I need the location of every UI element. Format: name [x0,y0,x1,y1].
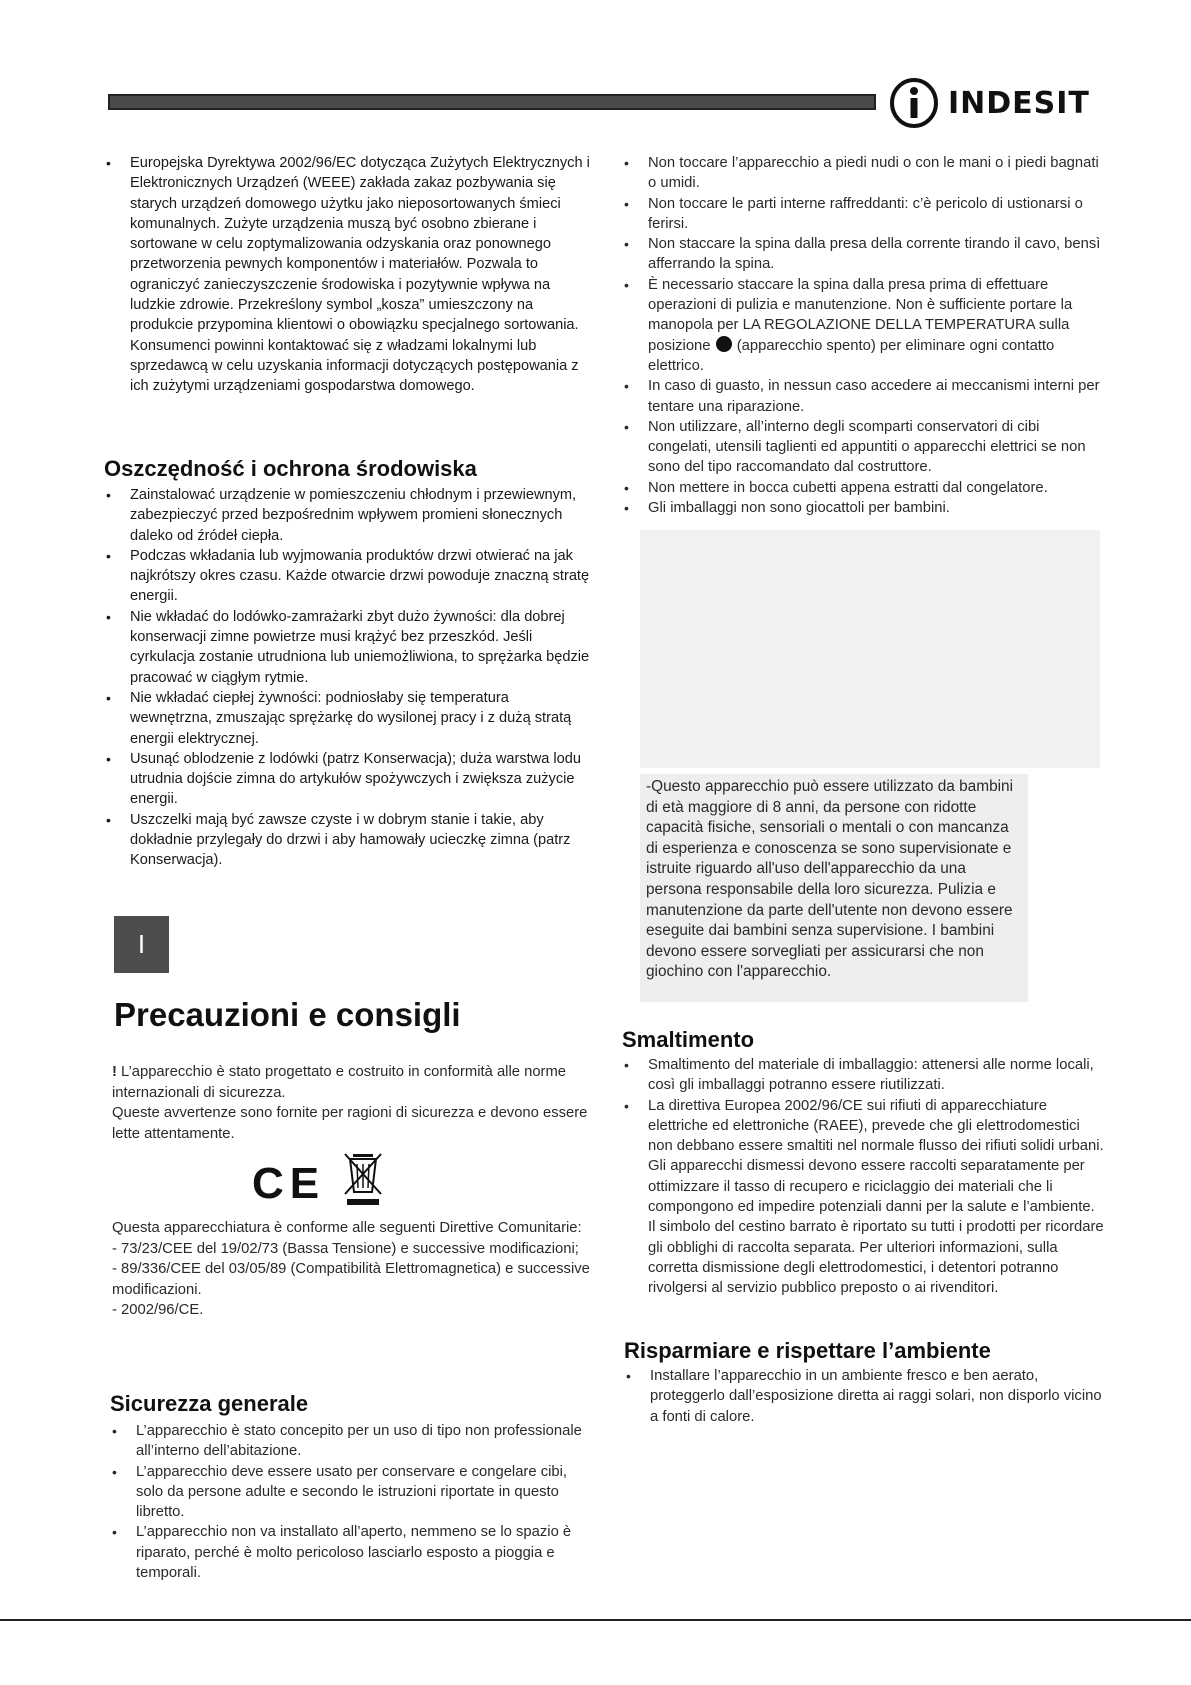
list-item: • Non utilizzare, all’interno degli scomparti conservatori di cibi congelati, utensili taglienti ed appuntiti o apparecchi elettrici se non sono del tipo raccomandato dal costruttore. [622,417,1106,478]
polish-section-title: Oszczędność i ochrona środowiska [104,456,477,481]
list-item [622,275,1106,376]
blank-grey-panel [640,530,1100,768]
footer-rule [0,1619,1191,1621]
disposal-section [622,1027,1106,1299]
brand-info-icon [888,77,940,129]
intro-paragraph [112,1062,592,1103]
unplug-text-a: È necessario staccare la spina dalla presa prima di effettuare operazioni di pulizia e manutenzione. Non è sufficiente portare la manopola per LA REGOLAZIONE DELLA TEMPERATURA sulla posizione [648,276,1073,354]
intro-text: L’apparecchio è stato progettato e costruito in conformità alle norme internazionali di sicurezza. [112,1064,567,1101]
list-item: • Nie wkładać do lodówko-zamrażarki zbyt dużo żywności: dla dobrej konserwacji zimne powietrze musi krążyć bez przeszkód. Jeśli cyrkulacja zostanie utrudniona lub uniemożliwiona, to sprężarka będzie pracować w ciągłym rytmie. [104,607,594,688]
directive-line: - 89/336/CEE del 03/05/89 (Compatibilità Elettromagnetica) e successive modificazioni. [112,1261,590,1298]
list-item: • Uszczelki mają być zawsze czyste i w dobrym stanie i takie, aby dokładnie przylegały do drzwi i aby hamowały ucieczkę zimna (patrz Konserwacja). [104,810,594,871]
general-safety-section [110,1391,594,1583]
weee-polish-block [104,153,594,397]
list-item: • In caso di guasto, in nessun caso accedere ai meccanismi interni per tentare una riparazione. [622,376,1106,417]
list-item: • L’apparecchio non va installato all’aperto, nemmeno se lo spazio è riparato, perché è molto pericoloso lasciarlo esposto a pioggia e temporali. [110,1522,594,1583]
brand-logo [888,78,1090,128]
header-rule [108,94,876,110]
compliance-marks [252,1150,383,1206]
list-item: • Non staccare la spina dalla presa della corrente tirando il cavo, bensì afferrando la spina. [622,234,1106,275]
list-item: • Nie wkładać ciepłej żywności: podniosłaby się temperatura wewnętrzna, zmuszając sprężarkę do wysilonej pracy i z dużą stratą energii elektrycznej. [104,688,594,749]
list-item: • Gli imballaggi non sono giocattoli per bambini. [622,498,1106,518]
brand-name: INDESIT [948,85,1090,121]
list-item: • Non toccare le parti interne raffreddanti: c’è pericolo di ustionarsi o ferirsi. [622,194,1106,235]
off-position-icon [716,336,732,352]
weee-polish-paragraph: • Europejska Dyrektywa 2002/96/EC dotycząca Zużytych Elektrycznych i Elektronicznych Urządzeń (WEEE) zakłada zakaz pozbywania się starych urządzeń domowego użytku jako nieposortowanych śmieci komunalnych. Zużyte urządzenia muszą być osobno zbierane i sortowane w celu zoptymalizowania odzyskania oraz ponownego przetworzenia pewnych komponentów i materiałów. Pozwala to ograniczyć zanieczyszczenie środowiska i pozytywnie wpływa na ludzkie zdrowie. Przekreślony symbol „kosza” umieszczony na produkcie przypomina klientowi o obowiązku specjalnego sortowania. Konsumenci powinni kontaktować się z władzami lokalnymi lub sprzedawcą w celu uzyskania informacji dotyczących postępowania z ich zużytymi urządzeniami gospodarstwa domowego. [104,153,594,397]
list-item: • Non toccare l’apparecchio a piedi nudi o con le mani o i piedi bagnati o umidi. [622,153,1106,194]
safety-title: Sicurezza generale [110,1391,309,1416]
saving-section [624,1338,1108,1427]
safety-list-continued [622,153,1106,518]
saving-title: Risparmiare e rispettare l’ambiente [624,1338,991,1363]
list-item: • Usunąć oblodzenie z lodówki (patrz Konserwacja); duża warstwa lodu utrudnia dojście zimna do artykułów spożywczych i zwiększa zużycie energii. [104,749,594,810]
language-section-tag: I [114,916,169,973]
warning-mark: ! [112,1064,117,1080]
unplug-text-b: (apparecchio spento) per eliminare ogni contatto elettrico. [648,337,1055,374]
crossed-bin-icon [343,1150,383,1206]
directive-line: - 2002/96/CE. [112,1302,204,1318]
list-item: • La direttiva Europea 2002/96/CE sui rifiuti di apparecchiature elettriche ed elettroniche (RAEE), prevede che gli elettrodomestici non debbano essere smaltiti nel normale flusso dei rifiuti solidi urbani. Gli apparecchi dismessi devono essere raccolti separatamente per ottimizzare il tasso di recupero e riciclaggio dei materiali che li compongono ed impedire potenziali danni per la salute e l’ambiente. Il simbolo del cestino barrato è riportato su tutti i prodotti per ricordare gli obblighi di raccolta separata. Per ulteriori informazioni, sulla corretta dismissione degli elettrodomestici, i detentori potranno rivolgersi al servizio pubblico preposto o ai rivenditori. [622,1096,1106,1299]
list-item: • Smaltimento del materiale di imballaggio: attenersi alle norme locali, così gli imballaggi potranno essere riutilizzati. [622,1055,1106,1096]
list-item: • L’apparecchio deve essere usato per conservare e congelare cibi, solo da persone adulte e secondo le istruzioni riportate in questo libretto. [110,1462,594,1523]
children-notice: -Questo apparecchio può essere utilizzato da bambini di età maggiore di 8 anni, da persone con ridotte capacità fisiche, sensoriali o mentali o con mancanza di esperienza e conoscenza se sono supervisionate e istruite riguardo all'uso dell'apparecchio da una persona responsabile della loro sicurezza. Pulizia e manutenzione da parte dell'utente non devono essere eseguite dai bambini senza supervisione. I bambini devono essere sorvegliati per assicurarsi che non giochino con l'apparecchio. [640,774,1028,1002]
page-title: Precauzioni e consigli [114,996,461,1033]
polish-saving-section [104,456,594,871]
directive-line: - 73/23/CEE del 19/02/73 (Bassa Tensione) e successive modificazioni; [112,1240,579,1257]
intro-paragraph-2: Queste avvertenze sono fornite per ragioni di sicurezza e devono essere lette attentamente. [112,1105,588,1142]
list-item: • L’apparecchio è stato concepito per un uso di tipo non professionale all’interno dell’abitazione. [110,1421,594,1462]
list-item: • Zainstalować urządzenie w pomieszczeniu chłodnym i przewiewnym, zabezpieczyć przed bezpośrednim wpływem promieni słonecznych daleko od źródeł ciepła. [104,485,594,546]
ce-mark-icon: CE [252,1159,326,1208]
intro-block [112,1062,592,1144]
directive-line: Questa apparecchiatura è conforme alle seguenti Direttive Comunitarie: [112,1220,582,1236]
list-item: • Installare l’apparecchio in un ambiente fresco e ben aerato, proteggerlo dall’esposizione diretta ai raggi solari, non disporlo vicino a fonti di calore. [624,1366,1108,1427]
disposal-title: Smaltimento [622,1027,755,1052]
list-item: • Non mettere in bocca cubetti appena estratti dal congelatore. [622,478,1106,498]
directives-block [112,1218,592,1321]
list-item: • Podczas wkładania lub wyjmowania produktów drzwi otwierać na jak najkrótszy okres czasu. Każde otwarcie drzwi powoduje znaczną stratę energii. [104,546,594,607]
